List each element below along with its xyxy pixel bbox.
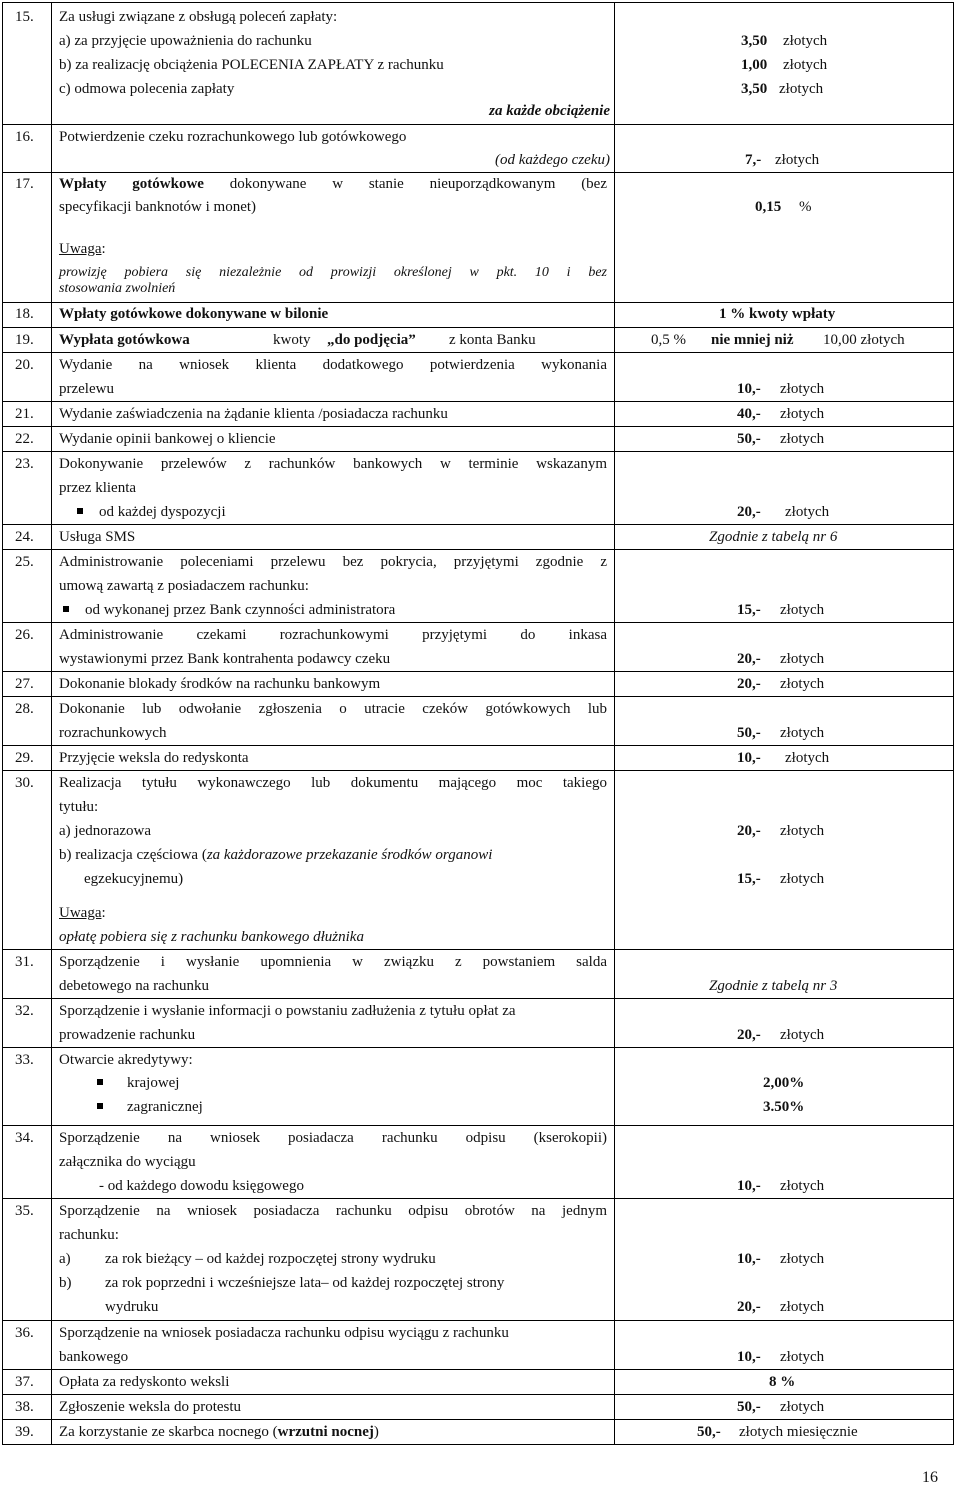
fee-a-unit: złotych: [783, 33, 828, 49]
fee-amount: 50,-: [737, 431, 761, 447]
row-number: 39.: [15, 1424, 34, 1440]
row-description: Wpłaty gotówkowe dokonywane w bilonie: [59, 306, 329, 322]
row-description: Potwierdzenie czeku rozrachunkowego lub gotówkowego: [59, 129, 407, 145]
fee-value: 1 % kwoty wpłaty: [719, 306, 836, 322]
list-item: - od każdego dowodu księgowego: [99, 1178, 304, 1194]
fee-unit: złotych: [780, 602, 825, 618]
fee-value: Zgodnie z tabelą nr 6: [709, 529, 838, 545]
row-number: 31.: [15, 954, 34, 970]
bullet-item: zagranicznej: [127, 1099, 203, 1115]
table-row: [2, 672, 954, 697]
row-number: 27.: [15, 676, 34, 692]
row-description: Przyjęcie weksla do redyskonta: [59, 750, 249, 766]
item-b-text: b) realizacja częściowa (: [59, 847, 207, 863]
fee-unit: złotych: [785, 504, 830, 520]
fee-a-unit: złotych: [780, 1251, 825, 1267]
item-a-label: a): [59, 1251, 71, 1267]
bullet-icon: [97, 1103, 103, 1109]
row-number: 23.: [15, 456, 34, 472]
row-description-cont: rozrachunkowych: [59, 725, 167, 741]
note-heading: [59, 240, 106, 258]
table-row: [2, 623, 954, 672]
fee-b-amount: 15,-: [737, 871, 761, 887]
fee-unit: %: [799, 199, 812, 215]
row-number: 16.: [15, 129, 34, 145]
fee-a-amount: 3,50: [741, 33, 768, 49]
row-number: 33.: [15, 1052, 34, 1068]
fee-amount: 20,-: [737, 676, 761, 692]
fee-amount: 10,-: [737, 381, 761, 397]
row-number: 21.: [15, 406, 34, 422]
fee-rate: 2,00%: [763, 1075, 805, 1091]
note-heading-word: Uwaga: [59, 241, 102, 257]
fee-unit: złotych: [780, 1027, 825, 1043]
bullet-icon: [63, 606, 69, 612]
row-description-cont: wystawionymi przez Bank kontrahenta podawcy czeku: [59, 651, 391, 667]
fee-b-unit: złotych: [783, 57, 828, 73]
row-description: Dokonanie blokady środków na rachunku bankowym: [59, 676, 381, 692]
table-row: [2, 1420, 954, 1445]
row-description: Sporządzenie na wniosek posiadacza rachunku odpisu wyciągu z rachunku: [59, 1325, 509, 1341]
table-row: [2, 697, 954, 746]
row-description: Wydanie zaświadczenia na żądanie klienta /posiadacza rachunku: [59, 406, 448, 422]
row-description-cont: prowadzenie rachunku: [59, 1027, 196, 1043]
item-b-label: b): [59, 1275, 72, 1291]
fee-unit: złotych: [780, 1349, 825, 1365]
fee-b-unit: złotych: [780, 871, 825, 887]
fee-amount: 10,-: [737, 1178, 761, 1194]
table-row: [2, 550, 954, 623]
table-row: [2, 1321, 954, 1370]
row-description: Sporządzenie i wysłanie informacji o powstaniu zadłużenia z tytułu opłat za: [59, 1003, 516, 1019]
item-a: za rok bieżący – od każdej rozpoczętej strony wydruku: [105, 1251, 436, 1267]
row-number: 25.: [15, 554, 34, 570]
row-number: 22.: [15, 431, 34, 447]
table-row: [2, 3, 954, 125]
note-heading-word: Uwaga: [59, 905, 102, 921]
table-row: [2, 452, 954, 525]
desc-part-c: ): [373, 1424, 379, 1440]
bullet-icon: [77, 508, 83, 514]
row-description-cont: debetowego na rachunku: [59, 978, 209, 994]
row-number: 24.: [15, 529, 34, 545]
fee-rate: 8 %: [769, 1374, 796, 1390]
row-number: 18.: [15, 306, 34, 322]
item-b: b) za realizację obciążenia POLECENIA ZAPŁATY z rachunku: [59, 57, 444, 73]
table-row: [2, 173, 954, 303]
bullet-item: krajowej: [127, 1075, 180, 1091]
note-text: opłatę pobiera się z rachunku bankowego dłużnika: [59, 929, 364, 945]
fee-unit: złotych: [780, 676, 825, 692]
row-number: 36.: [15, 1325, 34, 1341]
table-row: [2, 303, 954, 328]
row-description-cont: specyfikacji banknotów i monet): [59, 199, 257, 215]
fee-rate: 3.50%: [763, 1099, 805, 1115]
row-note: za każde obciążenie: [489, 103, 610, 119]
row-description: Administrowanie czekami rozrachunkowymi przyjętymi do inkasa: [59, 627, 607, 643]
table-row: [2, 771, 954, 950]
row-description: [59, 1423, 379, 1441]
table-row: [2, 1370, 954, 1395]
fee-amount: 10,-: [737, 1349, 761, 1365]
row-description: Realizacja tytułu wykonawczego lub dokumentu mającego moc takiego: [59, 775, 607, 791]
note-heading-colon: :: [101, 905, 106, 921]
item-a: a) jednorazowa: [59, 823, 152, 839]
row-description-cont: tytułu:: [59, 799, 99, 815]
fee-a-unit: złotych: [780, 823, 825, 839]
bullet-icon: [97, 1079, 103, 1085]
row-description-cont: rachunku:: [59, 1227, 119, 1243]
fee-rate: 0,5 %: [651, 332, 686, 348]
item-b: za rok poprzedni i wcześniejsze lata– od każdej rozpoczętej strony: [105, 1275, 505, 1291]
fee-unit: złotych: [780, 406, 825, 422]
bullet-item: od wykonanej przez Bank czynności administratora: [85, 602, 396, 618]
table-row: [2, 328, 954, 353]
row-description: Sporządzenie na wniosek posiadacza rachunku odpisu obrotów na jednym: [59, 1203, 607, 1219]
fee-b-amount: 20,-: [737, 1299, 761, 1315]
fee-unit: złotych: [780, 651, 825, 667]
table-row: [2, 427, 954, 452]
row-description: Administrowanie poleceniami przelewu bez pokrycia, przyjętymi zgodnie z: [59, 554, 607, 570]
fee-amount: 20,-: [737, 651, 761, 667]
fee-amount: 50,-: [737, 725, 761, 741]
fee-unit: złotych: [780, 1399, 825, 1415]
row-number: 20.: [15, 357, 34, 373]
table-row: [2, 950, 954, 999]
row-number: 19.: [15, 332, 34, 348]
item-b-cont: egzekucyjnemu): [84, 871, 184, 887]
fee-unit: złotych: [775, 152, 820, 168]
fee-minimum-value: 10,00 złotych: [823, 332, 905, 348]
item-b-cont: wydruku: [105, 1299, 159, 1315]
desc-part-b: wrzutni nocnej: [277, 1424, 374, 1440]
fee-amount: 40,-: [737, 406, 761, 422]
table-row: [2, 525, 954, 550]
row-number: 29.: [15, 750, 34, 766]
page-number: 16: [922, 1469, 938, 1486]
row-description-cont: załącznika do wyciągu: [59, 1154, 196, 1170]
fee-a-amount: 10,-: [737, 1251, 761, 1267]
fee-amount: 20,-: [737, 1027, 761, 1043]
row-number: 32.: [15, 1003, 34, 1019]
fee-unit: złotych: [785, 750, 830, 766]
row-number: 30.: [15, 775, 34, 791]
table-row: [2, 1199, 954, 1321]
desc-part-c: „do podjęcia”: [327, 332, 416, 348]
note-heading: [59, 904, 106, 922]
table-row: [2, 1048, 954, 1126]
bullet-item: od każdej dyspozycji: [99, 504, 226, 520]
row-description: Opłata za redyskonto weksli: [59, 1374, 230, 1390]
desc-part-a: Za korzystanie ze skarbca nocnego (: [59, 1424, 278, 1440]
row-description-cont: przez klienta: [59, 480, 137, 496]
fee-unit: złotych: [780, 725, 825, 741]
item-b: [59, 846, 492, 864]
fee-c-amount: 3,50: [741, 81, 768, 97]
fee-amount: 50,-: [697, 1424, 721, 1440]
item-b-italic: za każdorazowe przekazanie środków organowi: [206, 847, 493, 863]
table-row: [2, 1126, 954, 1199]
fee-minimum-label: nie mniej niż: [711, 332, 794, 348]
row-number: 28.: [15, 701, 34, 717]
row-note: (od każdego czeku): [495, 152, 610, 168]
desc-bold-part: Wpłaty gotówkowe: [59, 176, 204, 192]
fee-table: [2, 2, 954, 1445]
item-a: a) za przyjęcie upoważnienia do rachunku: [59, 33, 312, 49]
row-number: 17.: [15, 176, 34, 192]
table-row: [2, 746, 954, 771]
fee-unit: złotych miesięcznie: [739, 1424, 858, 1440]
fee-a-amount: 20,-: [737, 823, 761, 839]
row-description-cont: przelewu: [59, 381, 114, 397]
row-description: Sporządzenie na wniosek posiadacza rachunku odpisu (kserokopii): [59, 1130, 607, 1146]
table-row: [2, 402, 954, 427]
row-description: Wydanie na wniosek klienta dodatkowego potwierdzenia wykonania: [59, 357, 607, 373]
note-line-2: stosowania zwolnień: [59, 281, 176, 296]
row-number: 34.: [15, 1130, 34, 1146]
row-description: Wydanie opinii bankowej o kliencie: [59, 431, 276, 447]
row-description: Dokonanie lub odwołanie zgłoszenia o utracie czeków gotówkowych lub: [59, 701, 607, 717]
row-description: Zgłoszenie weksla do protestu: [59, 1399, 242, 1415]
item-c: c) odmowa polecenia zapłaty: [59, 81, 235, 97]
note-line-1: prowizję pobiera się niezależnie od prowizji określonej w pkt. 10 i bez: [59, 265, 607, 280]
desc-part-a: Wypłata gotówkowa: [59, 332, 190, 348]
row-description: Dokonywanie przelewów z rachunków bankowych w terminie wskazanym: [59, 456, 607, 472]
fee-b-amount: 1,00: [741, 57, 768, 73]
row-number: 35.: [15, 1203, 34, 1219]
fee-c-unit: złotych: [779, 81, 824, 97]
desc-part-b: kwoty: [273, 332, 311, 348]
fee-amount: 20,-: [737, 504, 761, 520]
row-number: 38.: [15, 1399, 34, 1415]
fee-amount: 7,-: [745, 152, 762, 168]
row-description: Wpłaty gotówkowe dokonywane w stanie nieuporządkowanym (bez: [59, 176, 607, 192]
fee-unit: złotych: [780, 1178, 825, 1194]
fee-unit: złotych: [780, 381, 825, 397]
fee-amount: 50,-: [737, 1399, 761, 1415]
fee-unit: złotych: [780, 431, 825, 447]
desc-part-d: z konta Banku: [449, 332, 536, 348]
row-description-cont: umową zawartą z posiadaczem rachunku:: [59, 578, 309, 594]
table-row: [2, 125, 954, 173]
fee-amount: 10,-: [737, 750, 761, 766]
fee-b-unit: złotych: [780, 1299, 825, 1315]
row-number: 15.: [15, 9, 34, 25]
fee-amount: 0,15: [755, 199, 782, 215]
row-title: Otwarcie akredytywy:: [59, 1052, 193, 1068]
fee-value: Zgodnie z tabelą nr 3: [709, 978, 838, 994]
table-row: [2, 1395, 954, 1420]
row-number: 26.: [15, 627, 34, 643]
row-title: Za usługi związane z obsługą poleceń zapłaty:: [59, 9, 338, 25]
row-description: Usługa SMS: [59, 529, 136, 545]
row-number: 37.: [15, 1374, 34, 1390]
row-description-cont: bankowego: [59, 1349, 129, 1365]
row-description: Sporządzenie i wysłanie upomnienia w związku z powstaniem salda: [59, 954, 607, 970]
table-row: [2, 353, 954, 402]
note-heading-colon: :: [101, 241, 106, 257]
fee-amount: 15,-: [737, 602, 761, 618]
table-row: [2, 999, 954, 1048]
